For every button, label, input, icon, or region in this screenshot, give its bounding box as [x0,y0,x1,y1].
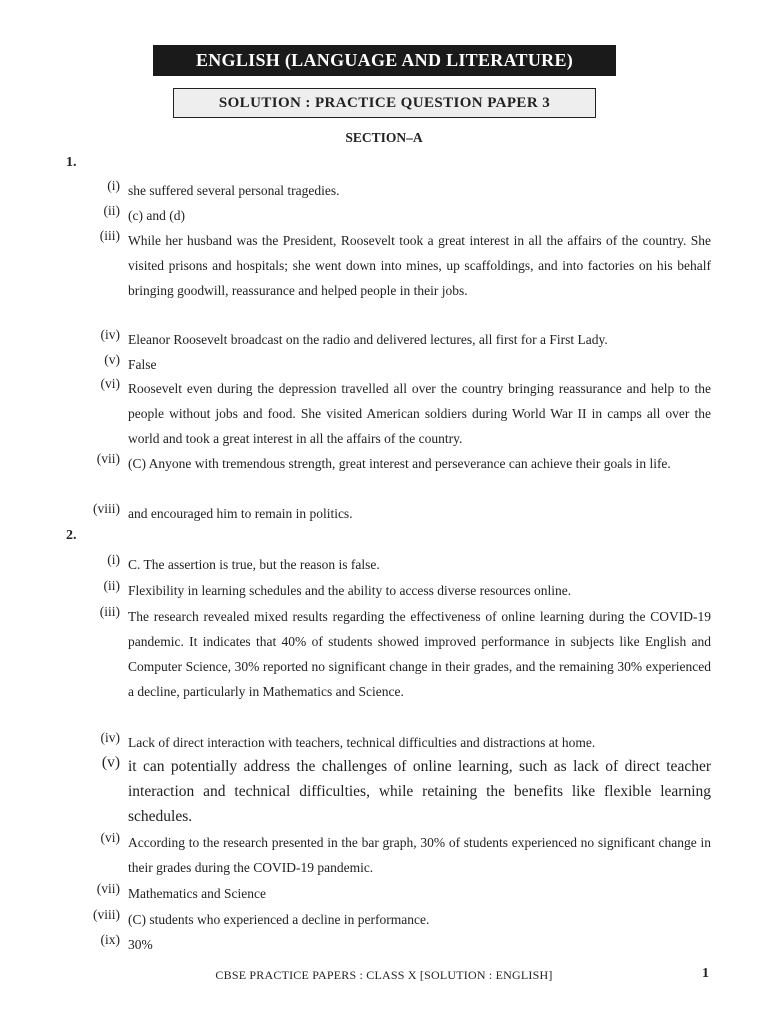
answer-number: (viii) [93,907,120,922]
answer-text: 30% [128,937,153,952]
answer-text: Eleanor Roosevelt broadcast on the radio and delivered lectures, all first for a First Lady. [128,332,608,347]
page-number: 1 [702,966,709,981]
answer-number: (vi) [100,376,120,391]
question-1-number: 1. [66,155,77,170]
document-title: ENGLISH (LANGUAGE AND LITERATURE) [153,45,616,76]
answer-text: she suffered several personal tragedies. [128,183,340,198]
answer-number: (iii) [99,228,120,243]
answer-number: (v) [104,352,120,367]
answer-number: (viii) [93,501,120,516]
answer-number: (iv) [100,730,120,745]
answer-number: (ix) [100,932,120,947]
answer-number: (i) [107,178,120,193]
question-2-number: 2. [66,528,77,543]
answer-text: (C) students who experienced a decline in performance. [128,912,430,927]
answer-text: and encouraged him to remain in politics. [128,506,353,521]
section-heading: SECTION–A [345,130,423,145]
answer-text: (c) and (d) [128,208,185,223]
answer-number: (vi) [100,830,120,845]
answer-number: (iii) [99,604,120,619]
answer-number: (vii) [96,881,120,896]
answer-number: (ii) [103,203,120,218]
answer-number: (v) [101,754,120,771]
document-subtitle: SOLUTION : PRACTICE QUESTION PAPER 3 [173,88,596,118]
answer-number: (ii) [103,578,120,593]
page-footer: CBSE PRACTICE PAPERS : CLASS X [SOLUTION : ENGLISH] [215,968,553,982]
answer-text: According to the research presented in the bar graph, 30% of students experienced no significant change in their grades during the COVID-19 pandemic. [128,835,711,875]
answer-text: C. The assertion is true, but the reason is false. [128,557,380,572]
answer-number: (iv) [100,327,120,342]
answer-text: The research revealed mixed results regarding the effectiveness of online learning during the COVID-19 pandemic. It indicates that 40% of students showed improved performance in subjects like English and Computer Science, 30% reported no significant change in their grades, and the remaining 30% experienced a decline, particularly in Mathematics and Science. [128,609,711,699]
answer-text: Lack of direct interaction with teachers, technical difficulties and distractions at home. [128,735,596,750]
answer-text: it can potentially address the challenges of online learning, such as lack of direct teacher interaction and technical difficulties, while retaining the benefits like flexible learning schedules. [128,758,711,825]
answer-text: While her husband was the President, Roosevelt took a great interest in all the affairs of the country. She visited prisons and hospitals; she went down into mines, up scaffoldings, and into factories on his behalf bringing goodwill, reassurance and helped people in their jobs. [128,233,711,298]
answer-text: Flexibility in learning schedules and the ability to access diverse resources online. [128,583,572,598]
answer-text: Mathematics and Science [128,886,266,901]
answer-number: (vii) [96,451,120,466]
answer-text: (C) Anyone with tremendous strength, great interest and perseverance can achieve their goals in life. [128,456,671,471]
answer-text: Roosevelt even during the depression travelled all over the country bringing reassurance and help to the people without jobs and food. She visited American soldiers during World War II in camps all over the world and took a great interest in all the affairs of the country. [128,381,711,446]
answer-number: (i) [107,552,120,567]
answer-text: False [128,357,157,372]
